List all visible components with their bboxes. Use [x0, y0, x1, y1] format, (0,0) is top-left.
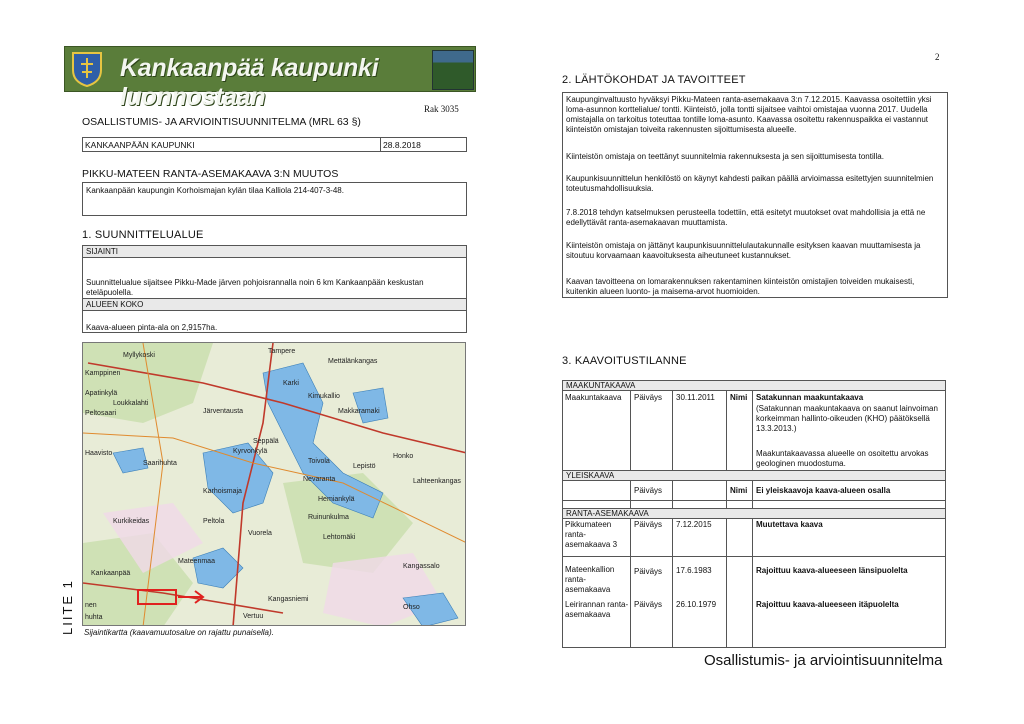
doc-date: 28.8.2018	[383, 140, 421, 150]
ranta-row-date: 7.12.2015	[676, 520, 712, 529]
ranta-row-desc: Muutettava kaava	[756, 520, 823, 529]
map-label: Myllykoski	[123, 352, 155, 359]
goals-paragraph-3: Kaupunkisuunnittelun henkilöstö on käynyt kahdesti paikan päällä arvioimassa esitettyjen suunnitelmien toteutusmahdollisuuksia.	[566, 174, 934, 193]
city-crest-icon	[70, 50, 104, 88]
section-3-heading: 3. KAAVOITUSTILANNE	[562, 355, 687, 367]
ranta-row-name: Leirirannan ranta-asemakaava	[565, 600, 629, 619]
ranta-row-desc: Rajoittuu kaava-alueeseen itäpuolelta	[756, 600, 899, 609]
map-label: Kyrvonkylä	[233, 448, 268, 455]
goals-paragraph-1: Kaupunginvaltuusto hyväksyi Pikku-Mateen ranta-asemakaava 3:n 7.12.2015. Kaavassa osoitettiin yksi loma-asunnon korttelialue/ tontti. Kiinteistö, jolla tontti sijaitsee vaihtoi omistajaa vuonna 2017. Uudella omistajalla on tarkoitus toteuttaa tontille loma-asunto. Kaavassa osoitettu rakennuspaikka ei vastannut kiinteistön omistajan toiveita rakennusten sijoittumisesta alueelle.	[566, 95, 932, 134]
map-label: Karhoismaja	[203, 488, 242, 495]
maakunta-header: MAAKUNTAKAAVA	[562, 380, 946, 391]
map-label: Mettälänkangas	[328, 358, 378, 365]
area-header: ALUEEN KOKO	[82, 298, 467, 311]
map-label: Järventausta	[203, 408, 244, 415]
yleis-date-label: Päiväys	[634, 486, 663, 495]
map-label: Kimukallio	[308, 393, 340, 400]
city-name: KANKAANPÄÄN KAUPUNKI	[85, 140, 195, 150]
footer-title: Osallistumis- ja arviointisuunnitelma	[704, 652, 943, 669]
area-text: Kaava-alueen pinta-ala on 2,9157ha.	[86, 323, 218, 332]
map-label: Ruinunkulma	[308, 514, 349, 521]
location-map	[82, 342, 466, 626]
maakunta-note: (Satakunnan maakuntakaava on saanut lainvoiman korkeimman hallinto-oikeuden (KHO) päätöksellä 13.3.2013.)	[756, 404, 938, 433]
map-label: Seppälä	[253, 438, 279, 445]
ranta-row-name: Mateenkallion ranta-asemakaava	[565, 565, 615, 594]
map-label: Ohso	[403, 604, 420, 611]
map-label: Vuorela	[248, 530, 272, 537]
map-label: Tampere	[268, 348, 296, 355]
map-label: Kankaanpää	[91, 570, 131, 577]
map-label: Saarihuhta	[143, 460, 177, 467]
banner-title: Kankaanpää kaupunki luonnostaan	[120, 54, 379, 111]
maakunta-note-2: Maakuntakaavassa alueelle on osoitettu arvokas geologinen muodostuma.	[756, 449, 929, 468]
yleis-name-label: Nimi	[730, 486, 748, 495]
map-label: Nevaranta	[303, 476, 336, 483]
property-desc: Kankaanpään kaupungin Korhoismajan kylän tilaa Kalliola 214-407-3-48.	[86, 186, 344, 195]
yleis-plan-name: Ei yleiskaavoja kaava-alueen osalla	[756, 486, 891, 495]
map-caption: Sijaintikartta (kaavamuutosalue on rajattu punaisella).	[84, 628, 274, 637]
map-label: Karki	[283, 380, 299, 387]
maakunta-plan-name: Satakunnan maakuntakaava	[756, 393, 864, 402]
side-label-container	[60, 579, 75, 635]
map-label: nen	[85, 602, 97, 609]
map-label: Peltosaari	[85, 410, 117, 417]
location-text: Suunnittelualue sijaitsee Pikku-Made järven pohjoisrannalla noin 6 km Kankaanpään keskustan eteläpuolella.	[86, 278, 424, 297]
map-label: Kangasniemi	[268, 596, 309, 603]
side-label: LIITE 1	[60, 579, 75, 635]
map-label: Lehtomäki	[323, 534, 356, 541]
ranta-row-date: 17.6.1983	[676, 566, 712, 575]
map-label: Hemiankylä	[318, 496, 355, 503]
ranta-row-date-label: Päiväys	[634, 600, 663, 609]
location-header: SIJAINTI	[82, 245, 467, 258]
ranta-header: RANTA-ASEMAKAAVA	[562, 508, 946, 519]
goals-paragraph-6: Kaavan tavoitteena on lomarakennuksen rakentaminen kiinteistön omistajien toiveiden mukaisesti, kuitenkin alueen luonto- ja maisema-arvot huomioiden.	[566, 277, 915, 296]
map-label: Kurkikeidas	[113, 518, 150, 525]
map-label: Lepistö	[353, 463, 376, 470]
map-label: Kamppinen	[85, 370, 121, 377]
maakunta-date-label: Päiväys	[634, 393, 663, 402]
maakunta-name: Maakuntakaava	[565, 393, 622, 402]
rak-number: Rak 3035	[424, 104, 459, 114]
map-label: Mateenmaa	[178, 558, 215, 565]
maakunta-date: 30.11.2011	[676, 393, 715, 402]
map-label: Honko	[393, 453, 414, 460]
maakunta-name-label: Nimi	[730, 393, 748, 402]
goals-paragraph-2: Kiinteistön omistaja on teettänyt suunnitelmia rakennuksesta ja sen sijoittumisesta tontilla.	[566, 152, 884, 161]
section-1-heading: 1. SUUNNITTELUALUE	[82, 229, 204, 241]
map-label: Apatinkylä	[85, 390, 118, 397]
map-label: huhta	[85, 614, 103, 621]
doc-title: OSALLISTUMIS- JA ARVIOINTISUUNNITELMA (MRL 63 §)	[82, 116, 361, 128]
map-graphic	[83, 343, 466, 626]
map-label: Loukkalahti	[113, 400, 149, 407]
map-label: Kangassalo	[403, 563, 440, 570]
section-2-heading: 2. LÄHTÖKOHDAT JA TAVOITTEET	[562, 74, 746, 86]
map-label: Makkaramaki	[338, 408, 380, 415]
map-label: Toivola	[308, 458, 330, 465]
map-label: Vertuu	[243, 613, 264, 620]
ranta-row-desc: Rajoittuu kaava-alueeseen länsipuolelta	[756, 566, 908, 575]
goals-paragraph-4: 7.8.2018 tehdyn katselmuksen perusteella todettiin, että esitetyt muutokset ovat mahdollisia ja että ne edellyttävät ranta-asemakaavan muuttamista.	[566, 208, 926, 227]
map-label: Lahteenkangas	[413, 478, 461, 485]
goals-paragraph-5: Kiinteistön omistaja on jättänyt kaupunkisuunnittelulautakunnalle esityksen kaavan muuttamisesta ja sitoutuu korvaamaan kaavoituksesta aiheutuneet kustannukset.	[566, 241, 921, 260]
map-label: Haavisto	[85, 450, 113, 457]
ranta-row-name: Pikkumateen ranta-asemakaava 3	[565, 520, 618, 549]
yleis-header: YLEISKAAVA	[562, 470, 946, 481]
plan-title: PIKKU-MATEEN RANTA-ASEMAKAAVA 3:N MUUTOS	[82, 168, 339, 180]
map-label: Peltola	[203, 518, 225, 525]
ranta-row-date-label: Päiväys	[634, 520, 663, 529]
ranta-row-date-label: Päiväys	[634, 567, 663, 576]
banner-photo	[432, 50, 474, 90]
ranta-row-date: 26.10.1979	[676, 600, 717, 609]
page-number: 2	[935, 52, 940, 62]
